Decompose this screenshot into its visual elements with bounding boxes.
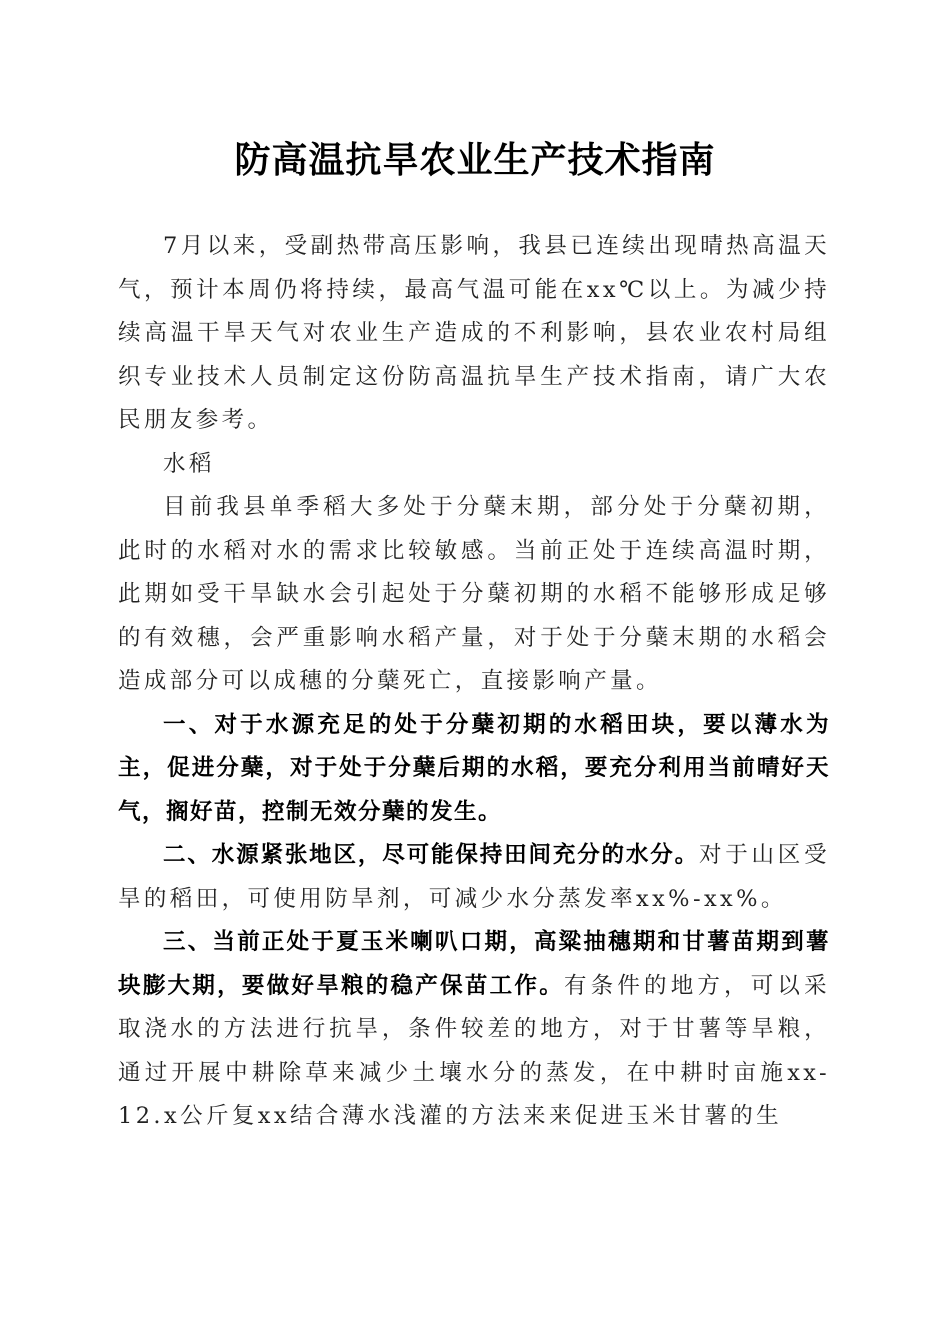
point-three-paragraph [118, 921, 830, 1139]
document-body [118, 225, 830, 1139]
point-three-text: 有条件的地方，可以采取浇水的方法进行抗旱，条件较差的地方，对于甘薯等旱粮，通过开展中耕除草来减少土壤水分的蒸发，在中耕时亩施xx-12.x公斤复xx结合薄水浅灌的方法来来促进玉米甘薯的生 [118, 972, 830, 1129]
intro-paragraph: 7月以来，受副热带高压影响，我县已连续出现晴热高温天气，预计本周仍将持续，最高气温可能在xx℃以上。为减少持续高温干旱天气对农业生产造成的不利影响，县农业农村局组织专业技术人员制定这份防高温抗旱生产技术指南，请广大农民朋友参考。 [118, 233, 830, 433]
point-one-paragraph: 一、对于水源充足的处于分蘖初期的水稻田块，要以薄水为主，促进分蘖，对于处于分蘖后期的水稻，要充分利用当前晴好天气，搁好苗，控制无效分蘖的发生。 [118, 711, 830, 825]
section-heading-rice: 水稻 [163, 450, 215, 477]
document-title: 防高温抗旱农业生产技术指南 [234, 139, 716, 181]
rice-paragraph: 目前我县单季稻大多处于分蘖末期，部分处于分蘖初期，此时的水稻对水的需求比较敏感。当前正处于连续高温时期，此期如受干旱缺水会引起处于分蘖初期的水稻不能够形成足够的有效穗，会严重影响水稻产量，对于处于分蘖末期的水稻会造成部分可以成穗的分蘖死亡，直接影响产量。 [118, 494, 830, 694]
point-two-text: 对于山区受旱的稻田，可使用防旱剂，可减少水分蒸发率xx%-xx%。 [118, 842, 830, 912]
point-three-heading: 三、当前正处于夏玉米喇叭口期，高粱抽穗期和甘薯苗期到薯块膨大期，要做好旱粮的稳产保苗工作。 [118, 929, 830, 999]
point-two-paragraph [118, 834, 830, 921]
point-two-heading: 二、水源紧张地区，尽可能保持田间充分的水分。 [163, 842, 700, 868]
